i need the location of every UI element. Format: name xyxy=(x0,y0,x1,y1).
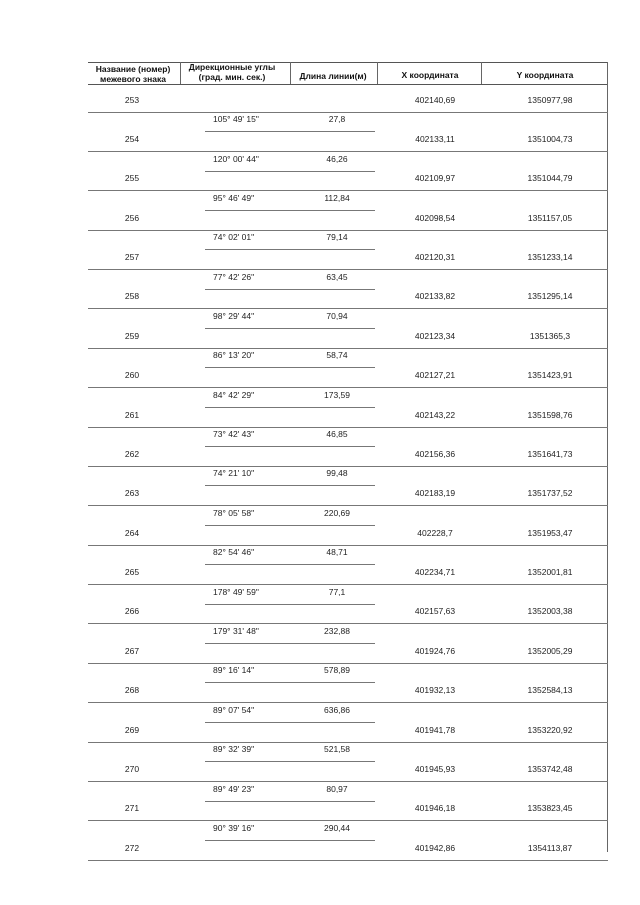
line-length: 27,8 xyxy=(328,114,346,124)
direction-angle: 89° 16' 14" xyxy=(213,665,255,675)
row-separator xyxy=(88,663,608,664)
row-separator xyxy=(88,151,608,152)
y-coordinate: 1353742,48 xyxy=(527,764,573,774)
y-coordinate: 1353823,45 xyxy=(527,803,573,813)
row-separator xyxy=(88,742,608,743)
row-separator xyxy=(88,781,608,782)
y-coordinate: 1351423,91 xyxy=(527,370,573,380)
table-header-border xyxy=(88,84,608,85)
segment-separator xyxy=(205,840,375,841)
row-separator xyxy=(88,860,608,861)
y-coordinate: 1351953,47 xyxy=(527,528,573,538)
row-separator xyxy=(88,308,608,309)
line-length: 290,44 xyxy=(324,823,350,833)
direction-angle: 73° 42' 43" xyxy=(213,429,255,439)
segment-separator xyxy=(205,249,375,250)
line-length: 636,86 xyxy=(324,705,350,715)
row-separator xyxy=(88,269,608,270)
direction-angle: 89° 07' 54" xyxy=(213,705,255,715)
segment-separator xyxy=(205,801,375,802)
row-separator xyxy=(88,545,608,546)
point-number: 253 xyxy=(124,95,140,105)
direction-angle: 89° 49' 23" xyxy=(213,784,255,794)
header-divider-1 xyxy=(180,62,181,84)
segment-separator xyxy=(205,289,375,290)
point-number: 266 xyxy=(124,606,140,616)
row-separator xyxy=(88,348,608,349)
line-length: 70,94 xyxy=(326,311,348,321)
y-coordinate: 1351044,79 xyxy=(527,173,573,183)
line-length: 77,1 xyxy=(328,587,346,597)
row-separator xyxy=(88,505,608,506)
y-coordinate: 1351233,14 xyxy=(527,252,573,262)
x-coordinate: 402127,21 xyxy=(414,370,456,380)
point-number: 270 xyxy=(124,764,140,774)
y-coordinate: 1351004,73 xyxy=(527,134,573,144)
segment-separator xyxy=(205,722,375,723)
direction-angle: 98° 29' 44" xyxy=(213,311,255,321)
point-number: 267 xyxy=(124,646,140,656)
direction-angle: 77° 42' 26" xyxy=(213,272,255,282)
segment-separator xyxy=(205,210,375,211)
direction-angle: 74° 02' 01" xyxy=(213,232,255,242)
x-coordinate: 401945,93 xyxy=(414,764,456,774)
row-separator xyxy=(88,230,608,231)
segment-separator xyxy=(205,131,375,132)
x-coordinate: 402123,34 xyxy=(414,331,456,341)
line-length: 46,85 xyxy=(326,429,348,439)
line-length: 578,89 xyxy=(324,665,350,675)
x-coordinate: 402234,71 xyxy=(414,567,456,577)
table-right-border xyxy=(607,62,608,852)
point-number: 264 xyxy=(124,528,140,538)
header-divider-4 xyxy=(481,62,482,84)
point-number: 263 xyxy=(124,488,140,498)
x-coordinate: 401942,86 xyxy=(414,843,456,853)
direction-angle: 86° 13' 20" xyxy=(213,350,255,360)
point-number: 260 xyxy=(124,370,140,380)
line-length: 63,45 xyxy=(326,272,348,282)
x-coordinate: 402133,11 xyxy=(415,134,455,144)
y-coordinate: 1353220,92 xyxy=(527,725,573,735)
y-coordinate: 1351641,73 xyxy=(527,449,573,459)
x-coordinate: 402157,63 xyxy=(414,606,456,616)
header-x: X координата xyxy=(401,70,459,80)
y-coordinate: 1352584,13 xyxy=(527,685,573,695)
segment-separator xyxy=(205,367,375,368)
x-coordinate: 402098,54 xyxy=(414,213,456,223)
y-coordinate: 1352005,29 xyxy=(527,646,573,656)
header-y: Y координата xyxy=(516,70,574,80)
direction-angle: 90° 39' 16" xyxy=(213,823,255,833)
y-coordinate: 1351365,3 xyxy=(529,331,571,341)
point-number: 258 xyxy=(124,291,140,301)
y-coordinate: 1351737,52 xyxy=(527,488,573,498)
table-top-border xyxy=(88,62,608,63)
line-length: 173,59 xyxy=(324,390,350,400)
point-number: 261 xyxy=(124,410,140,420)
point-number: 254 xyxy=(124,134,140,144)
x-coordinate: 401941,78 xyxy=(414,725,456,735)
direction-angle: 84° 42' 29" xyxy=(213,390,255,400)
x-coordinate: 402156,36 xyxy=(414,449,456,459)
segment-separator xyxy=(205,604,375,605)
line-length: 232,88 xyxy=(324,626,350,636)
y-coordinate: 1352003,38 xyxy=(527,606,573,616)
direction-angle: 95° 46' 49" xyxy=(213,193,255,203)
line-length: 80,97 xyxy=(326,784,348,794)
direction-angle: 89° 32' 39" xyxy=(213,744,255,754)
point-number: 255 xyxy=(124,173,140,183)
header-name: Название (номер) межевого знака xyxy=(95,64,171,84)
line-length: 58,74 xyxy=(326,350,348,360)
x-coordinate: 401946,18 xyxy=(414,803,456,813)
segment-separator xyxy=(205,761,375,762)
point-number: 268 xyxy=(124,685,140,695)
segment-separator xyxy=(205,446,375,447)
row-separator xyxy=(88,190,608,191)
line-length: 79,14 xyxy=(326,232,348,242)
x-coordinate: 402228,7 xyxy=(417,528,453,538)
row-separator xyxy=(88,427,608,428)
header-length: Длина линии(м) xyxy=(299,71,367,81)
direction-angle: 120° 00' 44" xyxy=(213,154,259,164)
segment-separator xyxy=(205,328,375,329)
row-separator xyxy=(88,112,608,113)
row-separator xyxy=(88,387,608,388)
direction-angle: 179° 31' 48" xyxy=(213,626,259,636)
point-number: 259 xyxy=(124,331,140,341)
y-coordinate: 1351295,14 xyxy=(527,291,573,301)
y-coordinate: 1351157,05 xyxy=(527,213,573,223)
point-number: 271 xyxy=(124,803,140,813)
y-coordinate: 1354113,87 xyxy=(527,843,573,853)
direction-angle: 178° 49' 59" xyxy=(213,587,259,597)
x-coordinate: 401932,13 xyxy=(414,685,456,695)
line-length: 521,58 xyxy=(324,744,350,754)
direction-angle: 105° 49' 15" xyxy=(213,114,259,124)
segment-separator xyxy=(205,407,375,408)
x-coordinate: 402140,69 xyxy=(414,95,456,105)
row-separator xyxy=(88,820,608,821)
row-separator xyxy=(88,466,608,467)
point-number: 269 xyxy=(124,725,140,735)
y-coordinate: 1352001,81 xyxy=(527,567,573,577)
row-separator xyxy=(88,702,608,703)
line-length: 220,69 xyxy=(324,508,350,518)
header-divider-2 xyxy=(290,62,291,84)
point-number: 262 xyxy=(124,449,140,459)
x-coordinate: 402133,82 xyxy=(414,291,456,301)
point-number: 257 xyxy=(124,252,140,262)
x-coordinate: 401924,76 xyxy=(414,646,456,656)
line-length: 99,48 xyxy=(326,468,348,478)
row-separator xyxy=(88,623,608,624)
segment-separator xyxy=(205,525,375,526)
segment-separator xyxy=(205,643,375,644)
header-divider-3 xyxy=(377,62,378,84)
direction-angle: 78° 05' 58" xyxy=(213,508,255,518)
segment-separator xyxy=(205,682,375,683)
direction-angle: 74° 21' 10" xyxy=(213,468,255,478)
segment-separator xyxy=(205,485,375,486)
line-length: 46,26 xyxy=(326,154,348,164)
row-separator xyxy=(88,584,608,585)
y-coordinate: 1351598,76 xyxy=(527,410,573,420)
line-length: 112,84 xyxy=(324,193,350,203)
segment-separator xyxy=(205,564,375,565)
header-angles: Дирекционные углы (град. мин. сек.) xyxy=(188,62,276,82)
x-coordinate: 402183,19 xyxy=(414,488,456,498)
point-number: 256 xyxy=(124,213,140,223)
x-coordinate: 402143,22 xyxy=(414,410,456,420)
x-coordinate: 402120,31 xyxy=(414,252,456,262)
point-number: 272 xyxy=(124,843,140,853)
x-coordinate: 402109,97 xyxy=(414,173,456,183)
point-number: 265 xyxy=(124,567,140,577)
line-length: 48,71 xyxy=(326,547,348,557)
segment-separator xyxy=(205,171,375,172)
direction-angle: 82° 54' 46" xyxy=(213,547,255,557)
y-coordinate: 1350977,98 xyxy=(527,95,573,105)
